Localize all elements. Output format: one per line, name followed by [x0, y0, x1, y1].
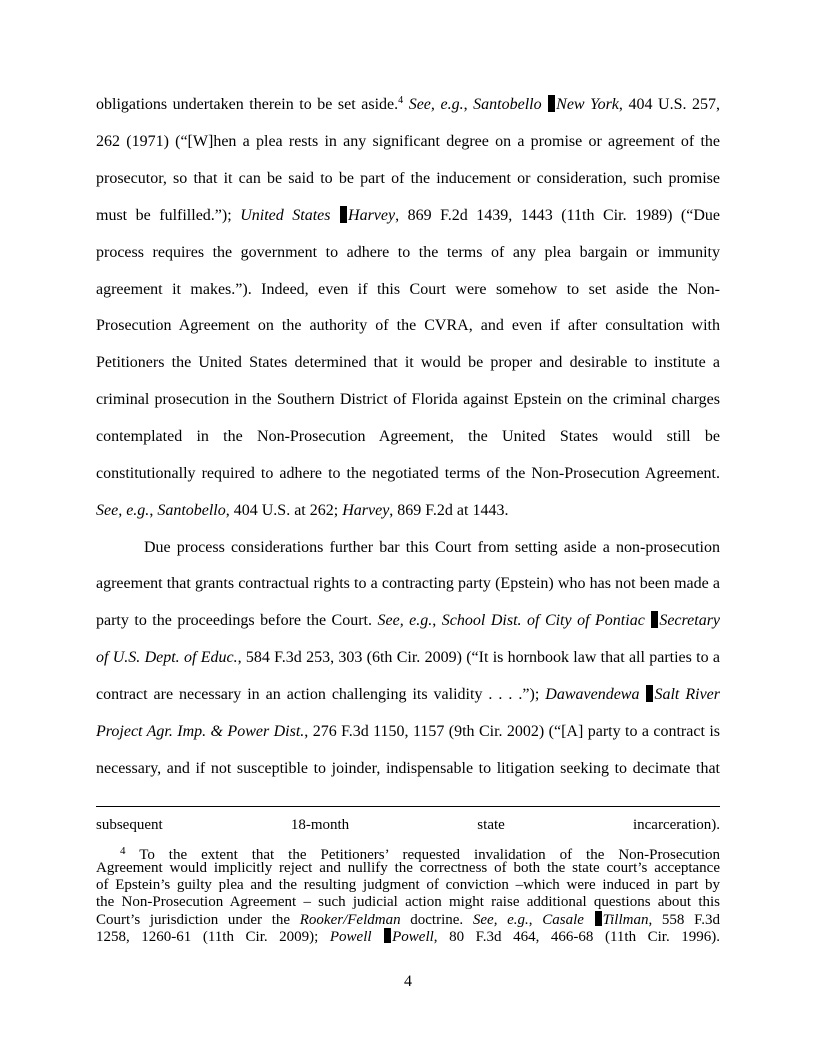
case-name: Powell	[392, 929, 434, 945]
case-name: Tillman	[602, 912, 649, 928]
text-span: , 404 U.S. 257,	[618, 96, 721, 113]
body-line: party to the proceedings before the Court. See, e.g., School Dist. of City of Pontiac Secretary	[96, 612, 721, 629]
body-line: Due process considerations further bar this Court from setting aside a non-prosecution	[144, 539, 720, 556]
footnote-line: of Epstein’s guilty plea and the resulting judgment of conviction –which were induced in part by	[96, 877, 720, 893]
text-span: contract are necessary in an action challenging its validity . . . .”);	[96, 686, 546, 703]
text-span: ,	[463, 96, 474, 113]
signal-italic: See, e.g.	[408, 96, 464, 113]
body-line	[96, 722, 720, 742]
redaction-box	[651, 611, 658, 628]
footnote-reference[interactable]: 4	[398, 95, 404, 106]
signal-italic: See, e.g.	[96, 502, 150, 519]
redaction-box	[384, 928, 391, 943]
doctrine-name: Rooker/Feldman	[299, 912, 401, 928]
text-span: , 869 F.2d 1439, 1443 (11th Cir. 1989) (“Due	[395, 207, 721, 224]
text-span: , 558 F.3d	[648, 912, 721, 928]
text-span: 1258, 1260-61 (11th Cir. 2009);	[96, 929, 330, 945]
case-name: Casale	[542, 912, 584, 928]
footnote-line	[96, 928, 720, 946]
case-name: Powell	[329, 929, 372, 945]
case-name: Salt River	[654, 686, 720, 703]
case-name: Santobello	[473, 96, 542, 113]
signal-italic: See, e.g.	[377, 612, 433, 629]
body-line: 262 (1971) (“[W]hen a plea rests in any significant degree on a promise or agreement of the	[96, 133, 720, 150]
case-name: New York	[556, 96, 619, 113]
footnote-line: Agreement would implicitly reject and nullify the correctness of both the state court’s acceptance	[96, 860, 720, 876]
body-line: agreement that grants contractual rights to a contracting party (Epstein) who has not been made a	[96, 575, 720, 592]
case-name: Project Agr. Imp. & Power Dist.	[96, 723, 305, 740]
text-span: obligations undertaken therein to be set aside.	[96, 96, 399, 113]
case-name: Santobello	[157, 502, 226, 519]
body-line: criminal prosecution in the Southern District of Florida against Epstein on the criminal charges	[96, 391, 720, 408]
case-name: Dawavendewa	[545, 686, 640, 703]
body-line: prosecutor, so that it can be said to be part of the inducement or consideration, such promise	[96, 170, 720, 187]
footnote-line: the Non-Prosecution Agreement – such judicial action might raise additional questions about this	[96, 894, 720, 910]
footnote-continuation: subsequent 18-month state incarceration).	[96, 817, 720, 833]
text-span: Court’s jurisdiction under the	[96, 912, 300, 928]
case-name: School Dist. of City of Pontiac	[441, 612, 645, 629]
case-name: Harvey	[342, 502, 390, 519]
body-line: necessary, and if not susceptible to joinder, indispensable to litigation seeking to decimate that	[96, 760, 720, 777]
signal-italic: See, e.g.	[472, 912, 529, 928]
footnote-line: Court’s jurisdiction under the Rooker/Feldman doctrine. See, e.g., Casale Tillman, 558 F.3d	[96, 912, 721, 928]
text-span: , 276 F.3d 1150, 1157 (9th Cir. 2002) (“[A] party to a contract is	[304, 723, 720, 740]
body-line: process requires the government to adhere to the terms of any plea bargain or immunity	[96, 244, 720, 261]
redaction-box	[646, 685, 653, 702]
body-line	[96, 95, 720, 115]
body-line	[96, 206, 720, 226]
body-line: See, e.g., Santobello, 404 U.S. at 262; Harvey, 869 F.2d at 1443.	[96, 502, 509, 519]
redaction-box	[595, 911, 602, 926]
body-line: contemplated in the Non-Prosecution Agreement, the United States would still be	[96, 428, 720, 445]
body-line: agreement it makes.”). Indeed, even if this Court were somehow to set aside the Non-	[96, 281, 720, 298]
body-line	[96, 685, 720, 705]
text-span: , 80 F.3d 464, 466-68 (11th Cir. 1996).	[433, 929, 721, 945]
case-name: of U.S. Dept. of Educ.	[96, 649, 238, 666]
case-name: United States	[240, 207, 331, 224]
text-span: , 404 U.S. at 262;	[225, 502, 343, 519]
text-span: , 869 F.2d at 1443.	[389, 502, 509, 519]
case-name: Harvey	[348, 207, 396, 224]
body-line: Prosecution Agreement on the authority of the CVRA, and even if after consultation with	[96, 317, 720, 334]
text-span: , 584 F.3d 253, 303 (6th Cir. 2009) (“It is hornbook law that all parties to a	[237, 649, 721, 666]
body-line	[96, 648, 720, 668]
redaction-box	[548, 95, 555, 112]
text-span: To the extent that the Petitioners’ requested invalidation of the Non-Prosecution	[125, 847, 720, 863]
redaction-box	[340, 206, 347, 223]
case-name: Secretary	[659, 612, 721, 629]
footnote-number: 4	[120, 845, 126, 857]
text-span: must be fulfilled.”);	[96, 207, 241, 224]
text-span: party to the proceedings before the Court.	[96, 612, 378, 629]
footnote-separator	[96, 806, 720, 807]
page-number: 4	[404, 973, 412, 990]
body-line: Petitioners the United States determined that it would be proper and desirable to institute a	[96, 354, 720, 371]
body-line: constitutionally required to adhere to the negotiated terms of the Non-Prosecution Agreement.	[96, 465, 720, 482]
